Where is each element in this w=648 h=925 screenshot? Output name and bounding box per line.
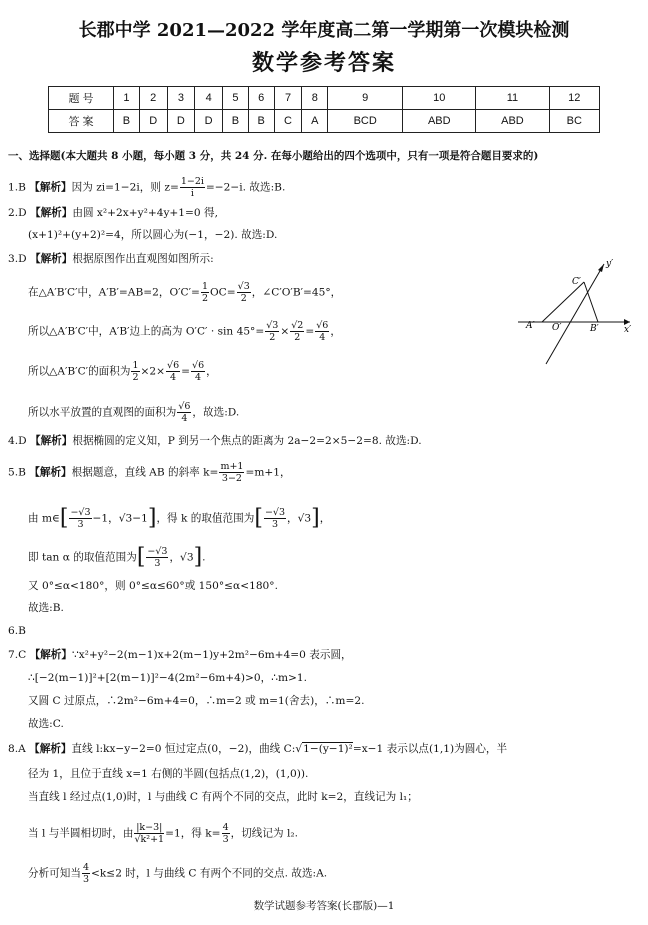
analysis-tag: 【解析】 bbox=[29, 207, 73, 219]
question-number: 8.A bbox=[8, 743, 26, 755]
answer-table-answer-row bbox=[49, 110, 600, 133]
analysis-tag: 【解析】 bbox=[29, 253, 73, 265]
intuitive-diagram bbox=[512, 252, 640, 368]
answer-cell: D bbox=[167, 110, 195, 133]
question-number: 8 bbox=[302, 87, 328, 110]
analysis-tag: 【解析】 bbox=[29, 743, 72, 755]
fraction: $\frac{|k-3|}{\text{√k²+1}}$ bbox=[134, 822, 165, 845]
q5-line-4: 又 0°≤α<180°，则 0°≤α≤60°或 150°≤α<180°. bbox=[28, 580, 278, 592]
label-O: O′ bbox=[552, 323, 562, 333]
answer-cell: C bbox=[274, 110, 302, 133]
label-x: x′ bbox=[624, 325, 632, 335]
fraction: $\frac{1}{2}$ bbox=[201, 281, 208, 304]
analysis-tag: 【解析】 bbox=[29, 181, 72, 194]
question-number: 9 bbox=[328, 87, 403, 110]
q3-line-4: 所以△A′B′C′的面积为 $\frac{1}{2}$ ×2× $\frac{√6}{4}$ = $\frac{√6}{4}$ ， bbox=[28, 360, 217, 383]
answer-cell: ABD bbox=[476, 110, 549, 133]
question-number: 2.D bbox=[8, 207, 27, 219]
answer-cell: B bbox=[222, 110, 248, 133]
text: =−2−i. 故选:B. bbox=[205, 181, 286, 194]
q8-line-2: 径为 1，且位于直线 x=1 右侧的半圆(包括点(1,2)，(1,0)). bbox=[28, 768, 309, 780]
analysis-tag: 【解析】 bbox=[29, 466, 72, 479]
fraction: $\frac{-√3}{3}$ bbox=[264, 507, 285, 530]
label-y: y′ bbox=[606, 259, 614, 269]
fraction: $\frac{√6}{4}$ bbox=[167, 360, 180, 383]
document-title: 长郡中学 2021—2022 学年度高二第一学期第一次模块检测 bbox=[78, 20, 570, 41]
segment-AC bbox=[542, 282, 584, 322]
y-axis-arrow bbox=[598, 264, 604, 272]
q3-line-5: 所以水平放置的直观图的面积为 $\frac{√6}{4}$ ，故选:D. bbox=[28, 401, 240, 424]
text: ∵x²+y²−2(m−1)x+2(m−1)y+2m²−6m+4=0 表示圆， bbox=[71, 649, 352, 661]
question-number: 3 bbox=[167, 87, 195, 110]
q8-line-4: 当 l 与半圆相切时，由 $\frac{|k-3|}{\text{√k²+1}}$ =1，得 k= $\frac{4}{3}$ ，切线记为 l₂. bbox=[28, 822, 298, 845]
text: 因为 zi=1−2i，则 z= bbox=[71, 181, 179, 194]
radicand: 1−(y−1)² bbox=[303, 743, 353, 755]
question-number: 5.B bbox=[8, 466, 26, 479]
fraction: $\frac{√3}{2}$ bbox=[237, 281, 250, 304]
fraction: $\frac{1-2i}{i}$ bbox=[180, 176, 204, 199]
fraction: $\frac{√6}{4}$ bbox=[178, 401, 191, 424]
answer-cell: D bbox=[139, 110, 167, 133]
answer-cell: BCD bbox=[328, 110, 403, 133]
section-heading: 一、选择题(本大题共 8 小题，每小题 3 分，共 24 分. 在每小题给出的四个选项中，只有一项是符合题目要求的) bbox=[8, 150, 539, 162]
label-B: B′ bbox=[590, 324, 599, 334]
label-C: C′ bbox=[572, 277, 581, 287]
answer-cell: BC bbox=[549, 110, 600, 133]
row-label: 题 号 bbox=[49, 87, 114, 110]
question-number: 7 bbox=[274, 87, 302, 110]
question-number: 7.C bbox=[8, 649, 27, 661]
q5-line: 5.B 【解析】根据题意，直线 AB 的斜率 k= $\frac{m+1}{3-2}$ =m+1， bbox=[8, 461, 291, 484]
fraction: $\frac{-√3}{3}$ bbox=[147, 546, 168, 569]
q7-line-4: 故选:C. bbox=[28, 718, 64, 730]
fraction: $\frac{-√3}{3}$ bbox=[70, 507, 91, 530]
fraction: $\frac{√6}{4}$ bbox=[192, 360, 205, 383]
q8-line: 8.A 【解析】直线 l:kx−y−2=0 恒过定点(0，−2)，曲线 C:√1−(y−1)²=x−1 表示以点(1,1)为圆心，半 bbox=[8, 743, 508, 755]
fraction: $\frac{√2}{2}$ bbox=[291, 320, 304, 343]
q3-line-3: 所以△A′B′C′中，A′B′边上的高为 O′C′ · sin 45°= $\frac{√3}{2}$ × $\frac{√2}{2}$ = $\frac{√6}{4}$ ， bbox=[28, 320, 341, 343]
question-number: 1 bbox=[114, 87, 140, 110]
fraction: $\frac{√3}{2}$ bbox=[266, 320, 279, 343]
answer-table bbox=[48, 86, 600, 133]
label-A: A′ bbox=[526, 321, 535, 331]
document-subtitle: 数学参考答案 bbox=[251, 50, 396, 76]
question-number: 5 bbox=[222, 87, 248, 110]
answer-cell: B bbox=[248, 110, 274, 133]
analysis-tag: 【解析】 bbox=[29, 649, 72, 661]
question-number: 4 bbox=[195, 87, 223, 110]
question-number: 10 bbox=[403, 87, 476, 110]
q2-line-2: (x+1)²+(y+2)²=4，所以圆心为(−1，−2). 故选:D. bbox=[28, 229, 278, 241]
page-footer: 数学试题参考答案(长郡版)—1 bbox=[253, 900, 395, 912]
question-number: 3.D bbox=[8, 253, 27, 265]
question-number: 2 bbox=[139, 87, 167, 110]
q2-line bbox=[8, 206, 218, 220]
q7-line bbox=[8, 648, 352, 662]
answer-cell: A bbox=[302, 110, 328, 133]
q8-line-3: 当直线 l 经过点(1,0)时，l 与曲线 C 有两个不同的交点，此时 k=2，直线记为 l₁； bbox=[28, 791, 418, 803]
text: 根据原图作出直观图如图所示: bbox=[72, 253, 214, 265]
q7-line-2: ∴[−2(m−1)]²+[2(m−1)]²−4(2m²−6m+4)>0，∴m>1. bbox=[28, 672, 308, 684]
answer-cell: B bbox=[114, 110, 140, 133]
fraction: $\frac{m+1}{3-2}$ bbox=[220, 461, 244, 484]
answer-table-header-row bbox=[49, 87, 600, 110]
q7-line-3: 又圆 C 过原点，∴2m²−6m+4=0，∴m=2 或 m=1(舍去)，∴m=2. bbox=[28, 695, 365, 707]
q6-line: 6.B bbox=[8, 625, 26, 637]
fraction: $\frac{1}{2}$ bbox=[132, 360, 139, 383]
q1-line bbox=[8, 176, 285, 199]
row-label: 答 案 bbox=[49, 110, 114, 133]
question-number: 11 bbox=[476, 87, 549, 110]
text: 根据椭圆的定义知，P 到另一个焦点的距离为 2a−2=2×5−2=8. 故选:D. bbox=[72, 435, 422, 447]
q5-line-3: 即 tan α 的取值范围为[ $\frac{-√3}{3}$ ，√3]. bbox=[28, 544, 206, 570]
answer-cell: ABD bbox=[403, 110, 476, 133]
sqrt-sign: √ bbox=[295, 743, 303, 755]
analysis-tag: 【解析】 bbox=[29, 435, 73, 447]
q3-line bbox=[8, 252, 214, 266]
q4-line bbox=[8, 434, 422, 448]
q5-line-5: 故选:B. bbox=[28, 602, 64, 614]
question-number: 4.D bbox=[8, 435, 27, 447]
text: 由圆 x²+2x+y²+4y+1=0 得, bbox=[72, 207, 218, 219]
fraction: $\frac{4}{3}$ bbox=[222, 822, 229, 845]
segment-CB bbox=[584, 282, 598, 322]
fraction: $\frac{√6}{4}$ bbox=[316, 320, 329, 343]
question-number: 1.B bbox=[8, 181, 26, 194]
question-number: 6 bbox=[248, 87, 274, 110]
q3-line-2: 在△A′B′C′中，A′B′=AB=2，O′C′= $\frac{1}{2}$ OC= $\frac{√3}{2}$ ，∠C′O′B′=45°， bbox=[28, 281, 342, 304]
q8-line-5: 分析可知当 $\frac{4}{3}$ <k≤2 时，l 与曲线 C 有两个不同的交点. 故选:A. bbox=[28, 862, 328, 885]
question-number: 12 bbox=[549, 87, 600, 110]
q5-line-2: 由 m∈[ $\frac{-√3}{3}$ −1，√3−1]，得 k 的取值范围为[ $\frac{-√3}{3}$ ，√3]， bbox=[28, 505, 331, 531]
answer-cell: D bbox=[195, 110, 223, 133]
fraction: $\frac{4}{3}$ bbox=[82, 862, 90, 885]
